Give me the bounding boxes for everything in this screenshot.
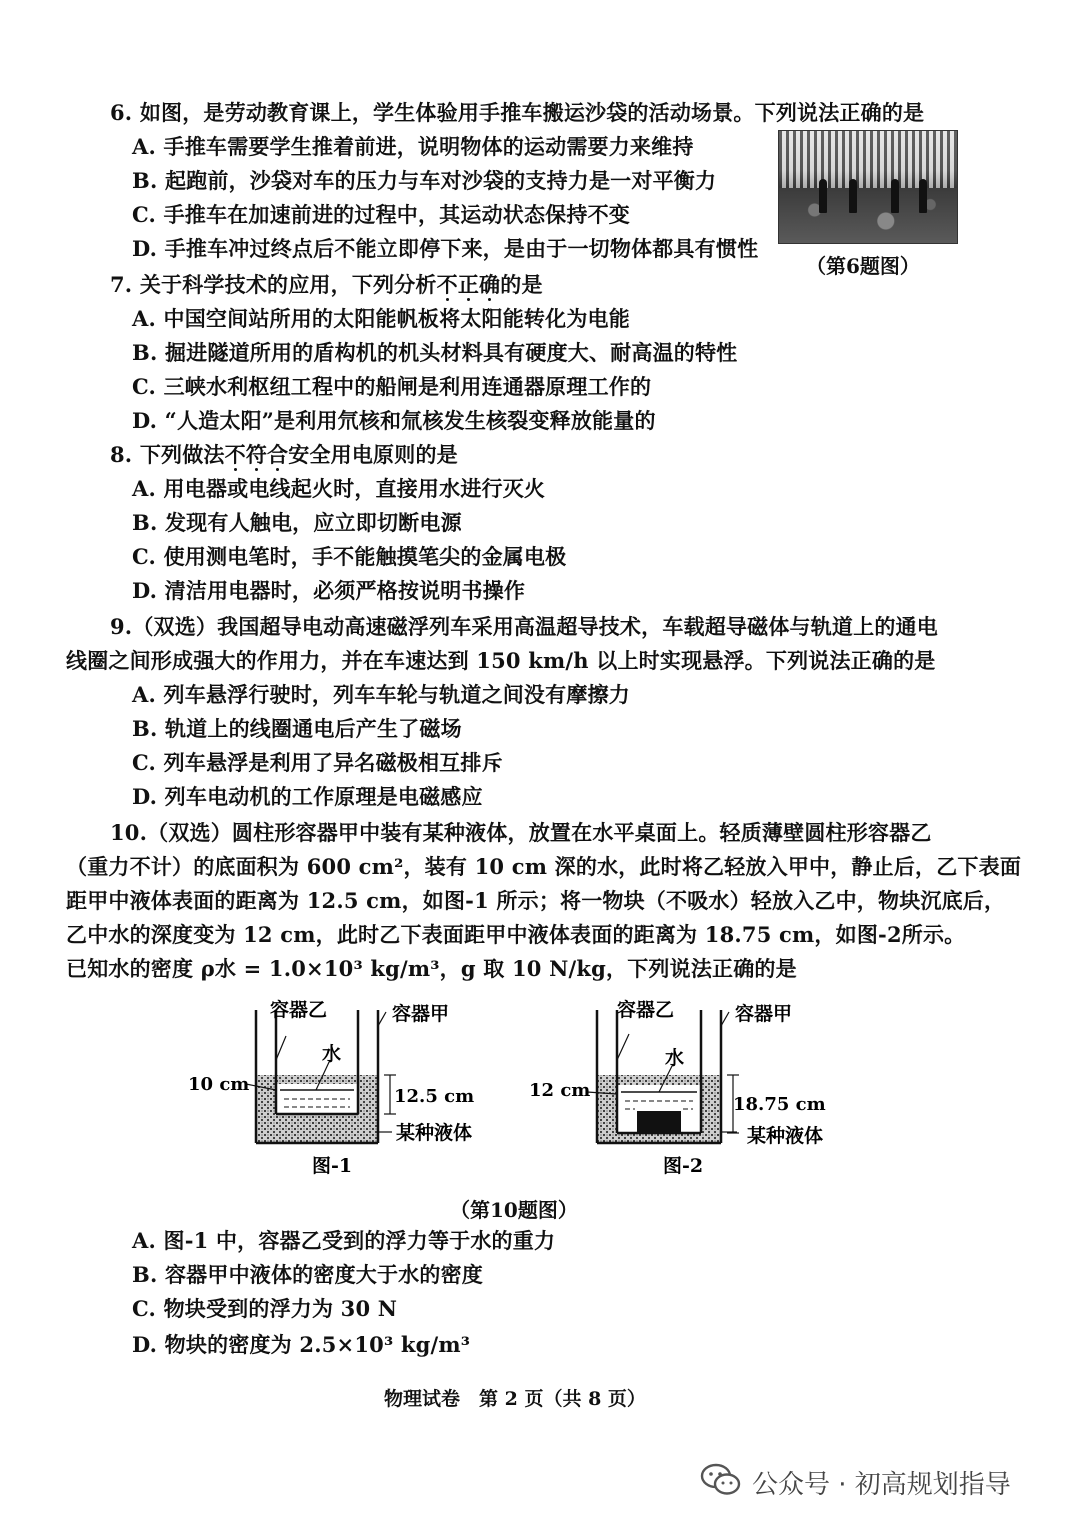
q7-option-c: C. 三峡水利枢纽工程中的船闸是利用连通器原理工作的	[132, 374, 652, 399]
q7-stem	[110, 270, 543, 300]
q10-option-a: A. 图-1 中，容器乙受到的浮力等于水的重力	[132, 1228, 556, 1253]
q8-emphasis-char: 不	[224, 442, 246, 467]
q6-option-c: C. 手推车在加速前进的过程中，其运动状态保持不变	[132, 202, 630, 227]
q9-option-b: B. 轨道上的线圈通电后产生了磁场	[132, 716, 462, 741]
fig2-block	[637, 1111, 681, 1133]
q8-stem-post: 安全用电原则的是	[288, 442, 458, 467]
q9-option-a: A. 列车悬浮行驶时，列车车轮与轨道之间没有摩擦力	[132, 682, 630, 707]
q7-stem-pre: 7. 关于科学技术的应用，下列分析	[110, 272, 437, 297]
q7-emphasis-char: 确	[479, 272, 501, 297]
q7-option-d: D. “人造太阳”是利用氘核和氚核发生核裂变释放能量的	[132, 408, 656, 433]
q8-stem	[110, 440, 458, 470]
q6-figure-caption: （第6题图）	[806, 254, 920, 278]
q8-option-b: B. 发现有人触电，应立即切断电源	[132, 510, 462, 535]
q10-stem-line1: 10.（双选）圆柱形容器甲中装有某种液体，放置在水平桌面上。轻质薄壁圆柱形容器乙	[110, 820, 932, 845]
q6-photo-image	[778, 130, 958, 244]
q9-stem-line2: 线圈之间形成强大的作用力，并在车速达到 150 km/h 以上时实现悬浮。下列说法正确的是	[66, 648, 936, 673]
fig2-inner-label: 容器乙	[617, 999, 675, 1021]
q7-stem-post: 的是	[500, 272, 543, 297]
q10-figure-2	[525, 990, 855, 1180]
fig2-outer-label: 容器甲	[735, 1003, 793, 1025]
q8-option-c: C. 使用测电笔时，手不能触摸笔尖的金属电极	[132, 544, 567, 569]
q7-option-a: A. 中国空间站所用的太阳能帆板将太阳能转化为电能	[132, 306, 630, 331]
fig2-depth-label: 12 cm	[529, 1080, 591, 1101]
q6-option-a: A. 手推车需要学生推着前进，说明物体的运动需要力来维持	[132, 134, 694, 159]
q7-emphasis-char: 正	[457, 272, 480, 297]
q10-stem-line3: 距甲中液体表面的距离为 12.5 cm，如图-1 所示；将一物块（不吸水）轻放入乙中，物块沉底后，	[66, 888, 1006, 913]
fig2-title: 图-2	[663, 1155, 704, 1177]
fig1-outer-label: 容器甲	[392, 1003, 450, 1025]
q6-option-d: D. 手推车冲过终点后不能立即停下来，是由于一切物体都具有惯性	[132, 236, 759, 261]
watermark-text: 公众号 · 初高规划指导	[752, 1470, 1011, 1500]
q10-figure-caption: （第10题图）	[450, 1198, 578, 1222]
q7-emphasis-char: 不	[436, 272, 458, 297]
q10-stem-line5: 已知水的密度 ρ水 = 1.0×10³ kg/m³，g 取 10 N/kg，下列说法正确的是	[66, 956, 797, 981]
fig2-distance-label: 18.75 cm	[733, 1094, 826, 1115]
q9-option-c: C. 列车悬浮是利用了异名磁极相互排斥	[132, 750, 503, 775]
q10-figure-1	[180, 990, 510, 1180]
fig1-title: 图-1	[312, 1155, 353, 1177]
q6-stem: 6. 如图，是劳动教育课上，学生体验用手推车搬运沙袋的活动场景。下列说法正确的是	[110, 100, 925, 125]
q6-option-b: B. 起跑前，沙袋对车的压力与车对沙袋的支持力是一对平衡力	[132, 168, 717, 193]
fig1-inner-label: 容器乙	[270, 999, 328, 1021]
q10-option-b: B. 容器甲中液体的密度大于水的密度	[132, 1262, 483, 1287]
q10-stem-line4: 乙中水的深度变为 12 cm，此时乙下表面距甲中液体表面的距离为 18.75 cm，如图-2所示。	[66, 922, 966, 947]
fig1-liquid-label: 某种液体	[396, 1122, 473, 1144]
fig2-water-label: 水	[665, 1047, 685, 1069]
q10-stem-line2: （重力不计）的底面积为 600 cm²，装有 10 cm 深的水，此时将乙轻放入甲中，静止后，乙下表面	[66, 854, 1022, 879]
q8-option-a: A. 用电器或电线起火时，直接用水进行灭火	[132, 476, 546, 501]
q9-option-d: D. 列车电动机的工作原理是电磁感应	[132, 784, 483, 809]
q10-option-c: C. 物块受到的浮力为 30 N	[132, 1296, 398, 1321]
q8-emphasis-char: 合	[267, 442, 289, 467]
q8-emphasis-char: 符	[245, 442, 268, 467]
fig1-distance-label: 12.5 cm	[394, 1086, 475, 1107]
q8-stem-pre: 8. 下列做法	[110, 442, 225, 467]
q8-option-d: D. 清洁用电器时，必须严格按说明书操作	[132, 578, 526, 603]
q7-option-b: B. 掘进隧道所用的盾构机的机头材料具有硬度大、耐高温的特性	[132, 340, 738, 365]
q9-stem-line1: 9.（双选）我国超导电动高速磁浮列车采用高温超导技术，车载超导磁体与轨道上的通电	[110, 614, 938, 639]
fig1-water-label: 水	[322, 1043, 342, 1065]
fig2-liquid-label: 某种液体	[747, 1125, 824, 1147]
wechat-icon	[700, 1462, 742, 1498]
fig1-depth-label: 10 cm	[188, 1074, 250, 1095]
q10-option-d: D. 物块的密度为 2.5×10³ kg/m³	[132, 1332, 471, 1357]
page-footer: 物理试卷 第 2 页（共 8 页）	[384, 1388, 646, 1410]
